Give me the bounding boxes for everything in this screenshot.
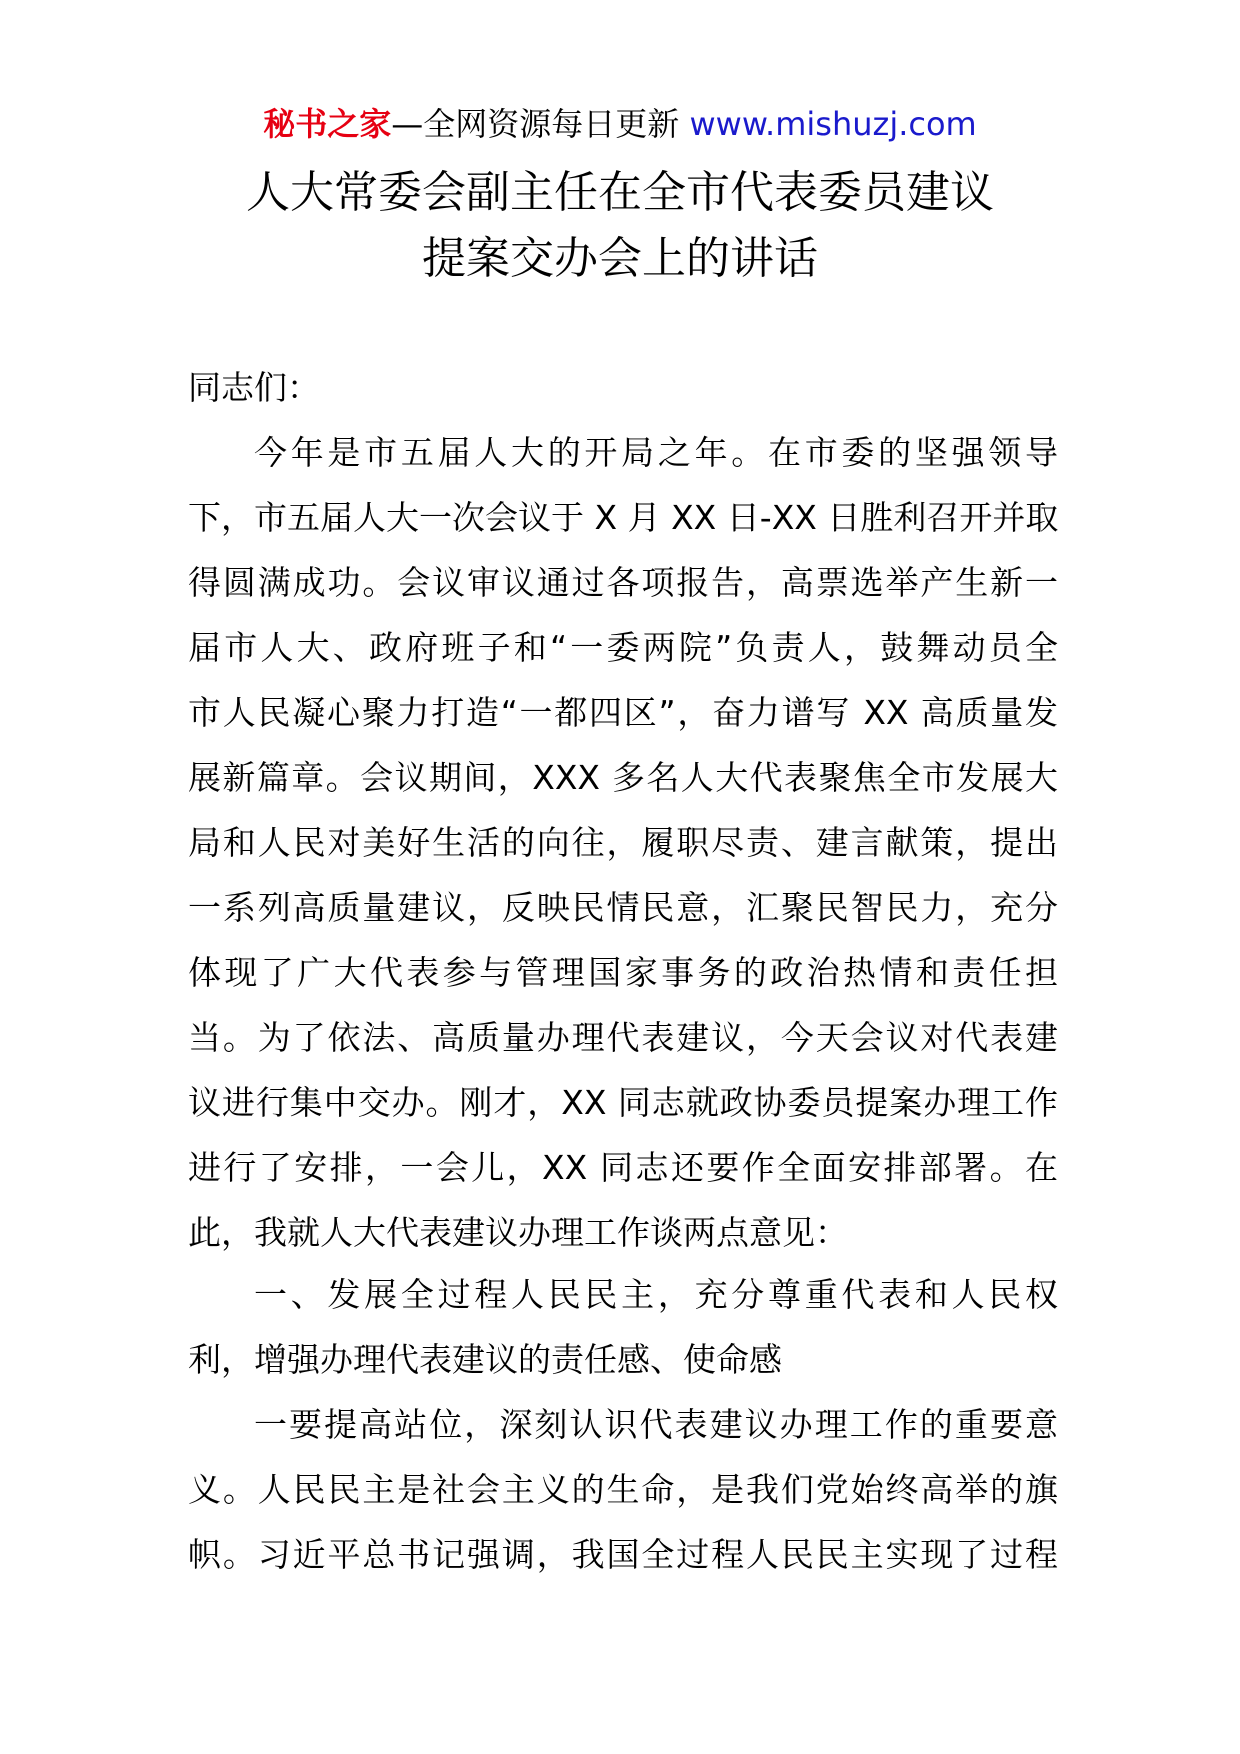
paragraph-line: 一要提高站位，深刻认识代表建议办理工作的重要意: [254, 1405, 1058, 1444]
site-header: [0, 100, 1240, 148]
site-tagline: —全网资源每日更新: [391, 105, 690, 143]
document-title-line-1: 人大常委会副主任在全市代表委员建议: [246, 167, 994, 218]
paragraph-line: 展新篇章。会议期间，XXX 多名人大代表聚焦全市发展大: [188, 758, 1058, 797]
paragraph-line: 今年是市五届人大的开局之年。在市委的坚强领导: [254, 433, 1058, 472]
paragraph-line: 市人民凝心聚力打造“一都四区”，奋力谱写 XX 高质量发: [188, 693, 1058, 732]
paragraph-line: 当。为了依法、高质量办理代表建议，今天会议对代表建: [188, 1018, 1058, 1057]
paragraph-1: [188, 420, 1058, 1265]
greeting-text: 同志们：: [188, 368, 320, 407]
site-url[interactable]: www.mishuzj.com: [689, 105, 977, 143]
paragraph-line: 一系列高质量建议，反映民情民意，汇聚民智民力，充分: [188, 888, 1058, 927]
heading-line: 一、发展全过程人民民主，充分尊重代表和人民权: [254, 1275, 1058, 1314]
paragraph-line: 得圆满成功。会议审议通过各项报告，高票选举产生新一: [188, 563, 1058, 602]
site-brand: 秘书之家: [263, 105, 392, 143]
paragraph-line: 届市人大、政府班子和“一委两院”负责人，鼓舞动员全: [188, 628, 1058, 667]
section-heading-1: [188, 1262, 1058, 1392]
paragraph-line: 进行了安排，一会儿，XX 同志还要作全面安排部署。在: [188, 1148, 1058, 1187]
paragraph-line: 局和人民对美好生活的向往，履职尽责、建言献策，提出: [188, 823, 1058, 862]
paragraph-2: [188, 1392, 1058, 1587]
paragraph-line: 体现了广大代表参与管理国家事务的政治热情和责任担: [188, 953, 1058, 992]
paragraph-line: 帜。习近平总书记强调，我国全过程人民民主实现了过程: [188, 1535, 1058, 1574]
paragraph-line: 此，我就人大代表建议办理工作谈两点意见：: [188, 1213, 848, 1252]
paragraph-line: 下，市五届人大一次会议于 X 月 XX 日-XX 日胜利召开并取: [188, 498, 1059, 537]
document-title-line-2: 提案交办会上的讲话: [422, 233, 818, 284]
paragraph-line: 义。人民民主是社会主义的生命，是我们党始终高举的旗: [188, 1470, 1058, 1509]
paragraph-line: 议进行集中交办。刚才，XX 同志就政协委员提案办理工作: [188, 1083, 1058, 1122]
heading-line: 利，增强办理代表建议的责任感、使命感: [188, 1340, 782, 1379]
greeting: [188, 355, 1058, 420]
